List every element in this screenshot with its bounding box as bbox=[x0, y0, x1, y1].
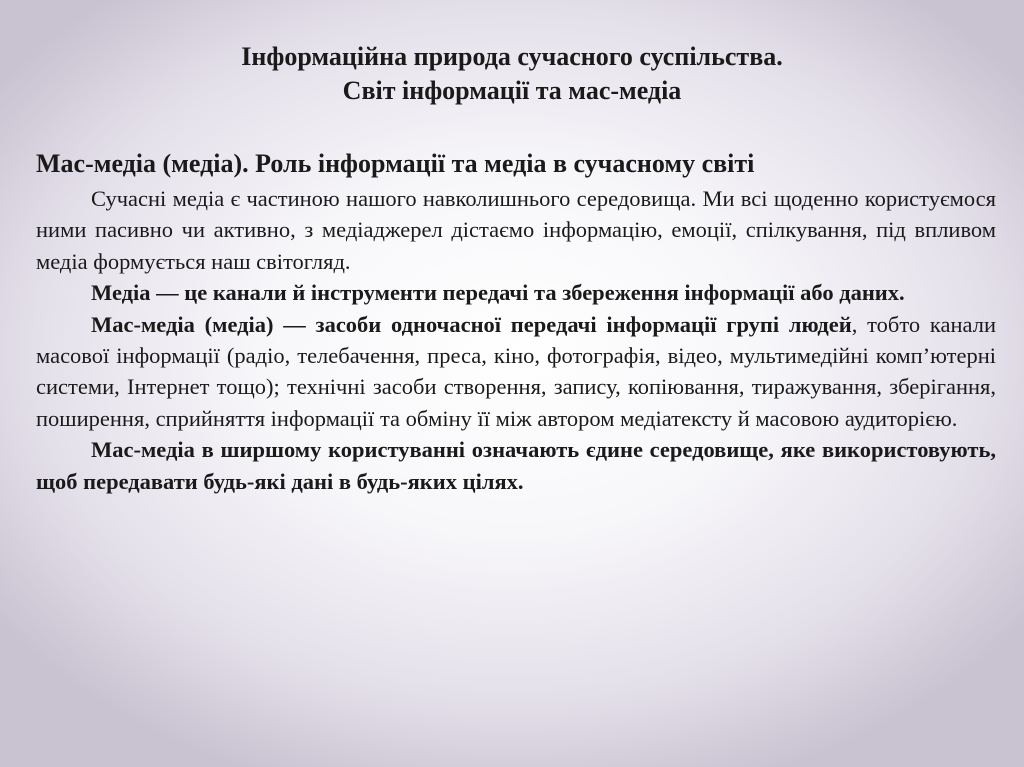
paragraph-intro: Сучасні медіа є частиною нашого навколишнього середовища. Ми всі щоденно користуємося ними пасивно чи активно, з медіаджерел дістаємо інформацію, емоції, спілкування, під впливом медіа формується наш світогляд. bbox=[36, 186, 996, 274]
title-line-2: Світ інформації та мас-медіа bbox=[342, 76, 682, 105]
section-heading: Мас-медіа (медіа). Роль інформації та медіа в сучасному світі bbox=[36, 149, 755, 178]
title-line-1: Інформаційна природа сучасного суспільства. bbox=[241, 42, 783, 71]
paragraph-broader-usage: Мас-медіа в ширшому користуванні означають єдине середовище, яке використовують, щоб передавати будь-які дані в будь-яких цілях. bbox=[36, 437, 996, 494]
mass-media-term: Мас-медіа (медіа) — засоби одночасної передачі інформації групі людей bbox=[91, 311, 852, 337]
slide-title bbox=[120, 40, 904, 108]
mass-media-explanation: , тобто канали масової інформації (радіо, телебачення, преса, кіно, фотографія, відео, мультимедійні комп’ютерні системи, Інтернет тощо); технічні засоби створення, запису, копіювання, тиражування, зберігання, поширення, сприйняття інформації та обміну її між автором медіатексту й масовою аудиторією. bbox=[36, 311, 997, 431]
slide-content bbox=[36, 147, 996, 497]
paragraph-mass-media-definition bbox=[36, 309, 996, 435]
paragraph-media-definition: Медіа — це канали й інструменти передачі та збереження інформації або даних. bbox=[91, 280, 905, 306]
